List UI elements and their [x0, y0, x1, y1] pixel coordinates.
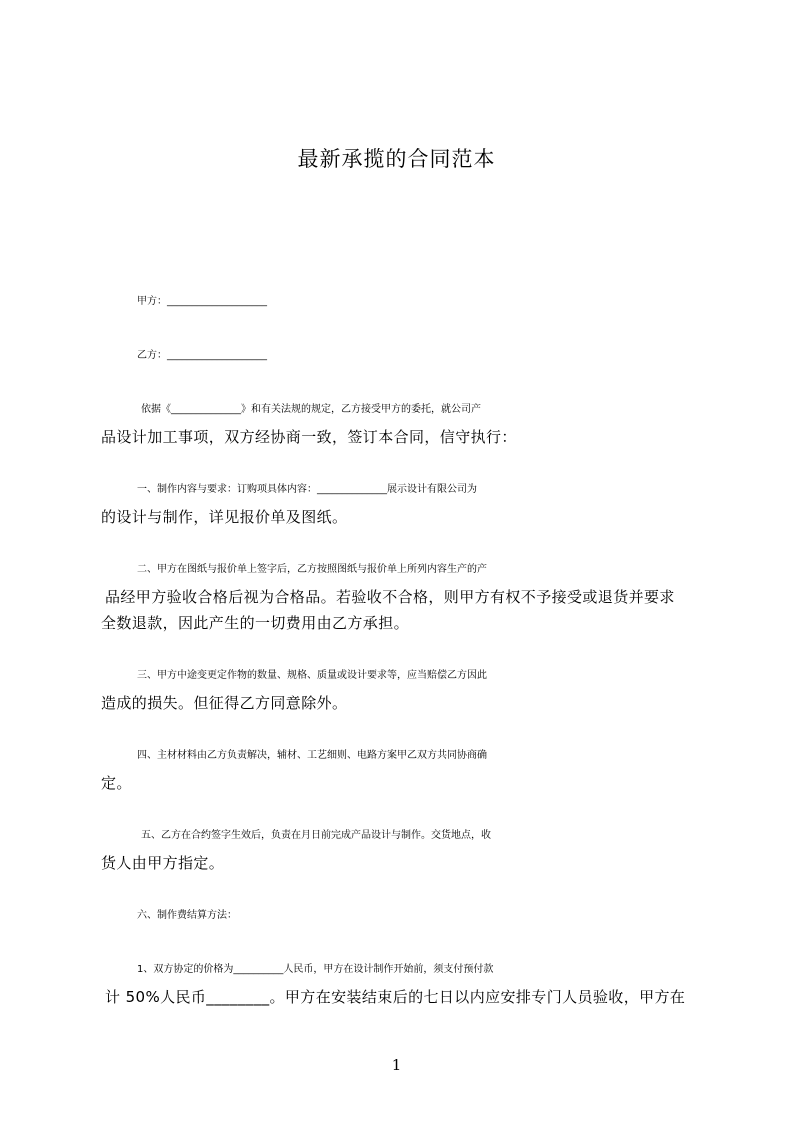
intro-line-1: 依据《______________》和有关法规的规定，乙方接受甲方的委托，就公司产 — [141, 404, 481, 415]
clause-2-line-2: 品经甲方验收合格后视为合格品。若验收不合格，则甲方有权不予接受或退货并要求 — [105, 588, 675, 606]
clause-3-line-2: 造成的损失。但征得乙方同意除外。 — [101, 694, 348, 712]
intro-line-2: 品设计加工事项，双方经协商一致，签订本合同，信守执行： — [101, 428, 517, 446]
document-title: 最新承揽的合同范本 — [297, 147, 496, 171]
party-a-line: 甲方：____________________ — [137, 296, 267, 307]
clause-4-line-2: 定。 — [101, 774, 132, 792]
clause-5-line-2: 货人由甲方指定。 — [101, 854, 225, 872]
page-number: 1 — [391, 1056, 402, 1074]
clause-6-item-1-line-2: 计 50%人民币________。甲方在安装结束后的七日以内应安排专门人员验收，甲方在 — [105, 988, 686, 1006]
clause-2-line-3: 全数退款，因此产生的一切费用由乙方承担。 — [101, 614, 410, 632]
clause-1-line-1: 一、制作内容与要求：订购项具体内容：______________展示设计有限公司为 — [137, 484, 477, 495]
clause-4-line-1: 四、主材材料由乙方负责解决，辅材、工艺细则、电路方案甲乙双方共同协商确 — [137, 750, 487, 761]
clause-6-heading: 六、制作费结算方法： — [137, 910, 237, 921]
party-b-line: 乙方：____________________ — [137, 350, 267, 361]
clause-6-item-1-line-1: 1、双方协定的价格为__________人民币，甲方在设计制作开始前，须支付预付款 — [137, 964, 494, 975]
clause-2-line-1: 二、甲方在图纸与报价单上签字后，乙方按照图纸与报价单上所列内容生产的产 — [137, 564, 487, 575]
clause-1-line-2: 的设计与制作，详见报价单及图纸。 — [101, 508, 348, 526]
clause-5-line-1: 五、乙方在合约签字生效后，负责在月日前完成产品设计与制作。交货地点，收 — [141, 830, 491, 841]
clause-3-line-1: 三、甲方中途变更定作物的数量、规格、质量或设计要求等，应当赔偿乙方因此 — [137, 670, 487, 681]
